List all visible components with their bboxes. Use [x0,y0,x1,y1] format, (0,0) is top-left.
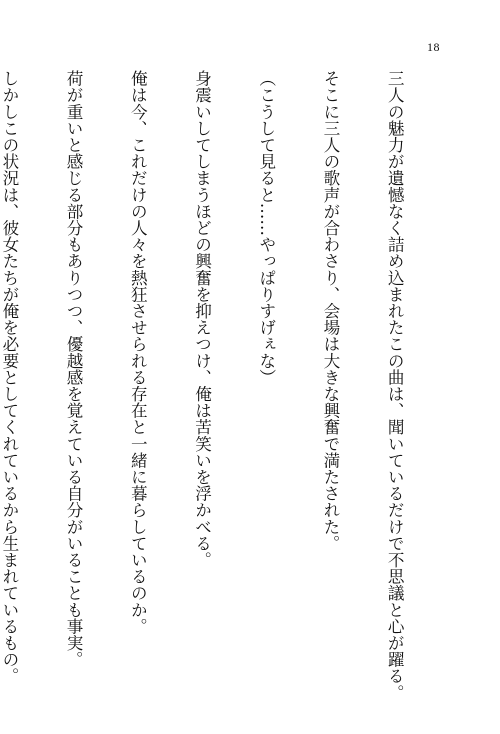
text-line: しかしこの状況は、彼女たちが俺を必要としてくれているから生まれているもの。 [0,70,19,685]
text-line: 三人の魅力が遺憾なく詰め込まれたこの曲は、聞いているだけで不思議と心が躍る。 [385,70,405,701]
text-line: （こうして見ると……やっぱりすげぇな） [256,70,276,386]
text-line: そこに三人の歌声が合わさり、会場は大きな興奮で満たされた。 [320,70,340,552]
vertical-text-body [0,70,448,701]
page-number: 18 [427,40,440,54]
text-line: 身震いしてしまうほどの興奮を抑えつけ、俺は苦笑いを浮かべる。 [192,70,212,568]
text-line: 荷が重いと感じる部分もありつつ、優越感を覚えている自分がいることも事実。 [64,70,84,668]
text-line: 俺は今、これだけの人々を熱狂させられる存在と一緒に暮らしているのか。 [128,70,148,635]
